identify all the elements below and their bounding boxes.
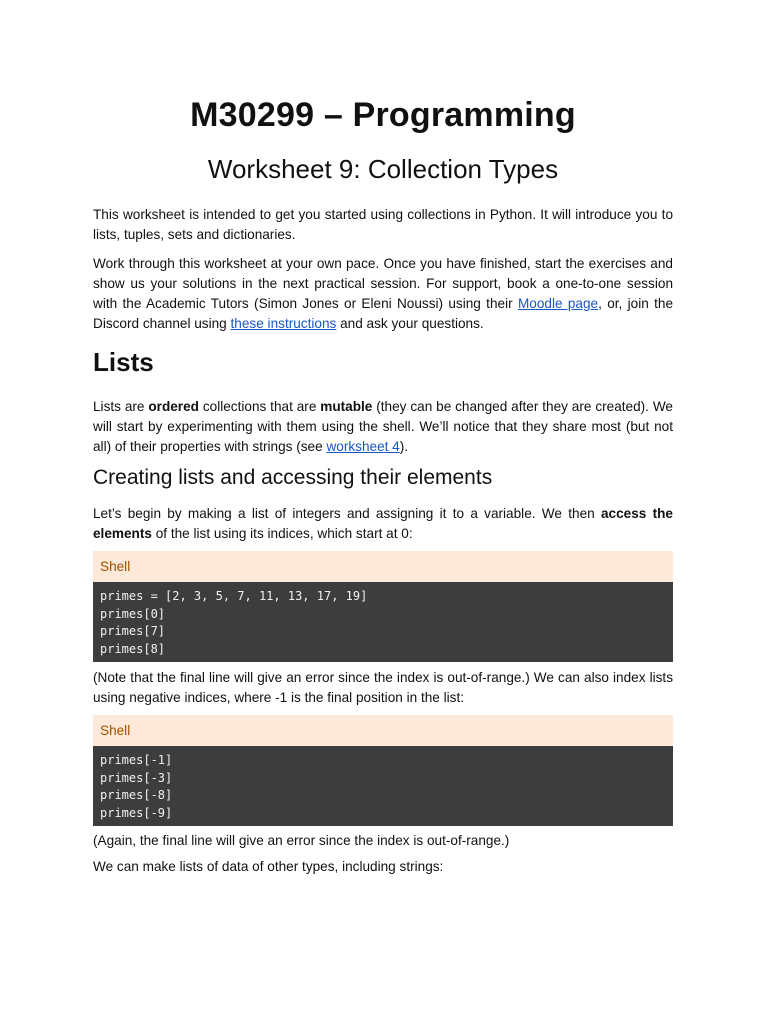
negative-index-paragraph: (Note that the final line will give an error since the index is out-of-range.) We can also index lists using negative indices, where -1 is the final position in the list:	[93, 670, 673, 705]
shell-label-1: Shell	[93, 551, 673, 582]
code-line: primes[-9]	[100, 805, 173, 820]
error-note-paragraph: (Again, the final line will give an error since the index is out-of-range.)	[93, 833, 510, 848]
creating-lists-subheading: Creating lists and accessing their elements	[93, 466, 493, 489]
lists-text-c: collections that are	[198, 399, 321, 414]
intro-paragraph: This worksheet is intended to get you started using collections in Python. It will introduce you to lists, tuples, sets and dictionaries.	[93, 207, 673, 242]
code-line: primes[-8]	[100, 788, 173, 802]
strings-paragraph: We can make lists of data of other types, including strings:	[93, 859, 444, 874]
worksheet-4-link[interactable]: worksheet 4	[326, 439, 400, 454]
creating-text-c: of the list using its indices, which start at 0:	[151, 526, 413, 541]
code-line: primes[0]	[100, 606, 166, 621]
code-line: primes[8]	[100, 641, 166, 656]
code-line: primes[-3]	[100, 770, 173, 785]
moodle-page-link[interactable]: Moodle page	[517, 296, 599, 311]
code-block-1	[93, 582, 673, 662]
lists-text-d: (they can be changed after they are created). We will start by experimenting with them using the shell. We’ll notice that they share most (but not all) of their properties with strings (see	[93, 399, 673, 454]
support-text-c: and ask your questions.	[336, 316, 484, 331]
creating-lists-paragraph	[93, 504, 673, 544]
shell-label-2: Shell	[93, 715, 673, 746]
discord-instructions-link[interactable]: these instructions	[230, 316, 337, 331]
document-subtitle: Worksheet 9: Collection Types	[207, 154, 559, 184]
support-text-a: Work through this worksheet at your own pace. Once you have finished, start the exercises and show us your solutions in the next practical session. For support, book a one-to-one session with the Academic Tutors (Simon Jones or Eleni Noussi) using their	[93, 256, 673, 311]
lists-heading: Lists	[93, 347, 154, 377]
creating-text-a: Let’s begin by making a list of integers and assigning it to a variable. We then	[93, 506, 601, 521]
lists-text-a: Lists are	[93, 399, 149, 414]
lists-text-e: ).	[399, 439, 409, 454]
support-text-b: , or, join the Discord channel using	[93, 296, 674, 331]
access-elements-bold: access the elements	[93, 506, 673, 541]
ordered-bold: ordered	[148, 399, 199, 414]
lists-intro-paragraph	[93, 397, 673, 457]
document-title: M30299 – Programming	[190, 96, 576, 134]
mutable-bold: mutable	[320, 399, 373, 414]
code-block-2	[93, 746, 673, 826]
code-line: primes[7]	[100, 624, 166, 638]
support-paragraph	[93, 254, 673, 334]
code-line: primes = [2, 3, 5, 7, 11, 13, 17, 19]	[100, 589, 368, 603]
code-line: primes[-1]	[100, 753, 173, 767]
